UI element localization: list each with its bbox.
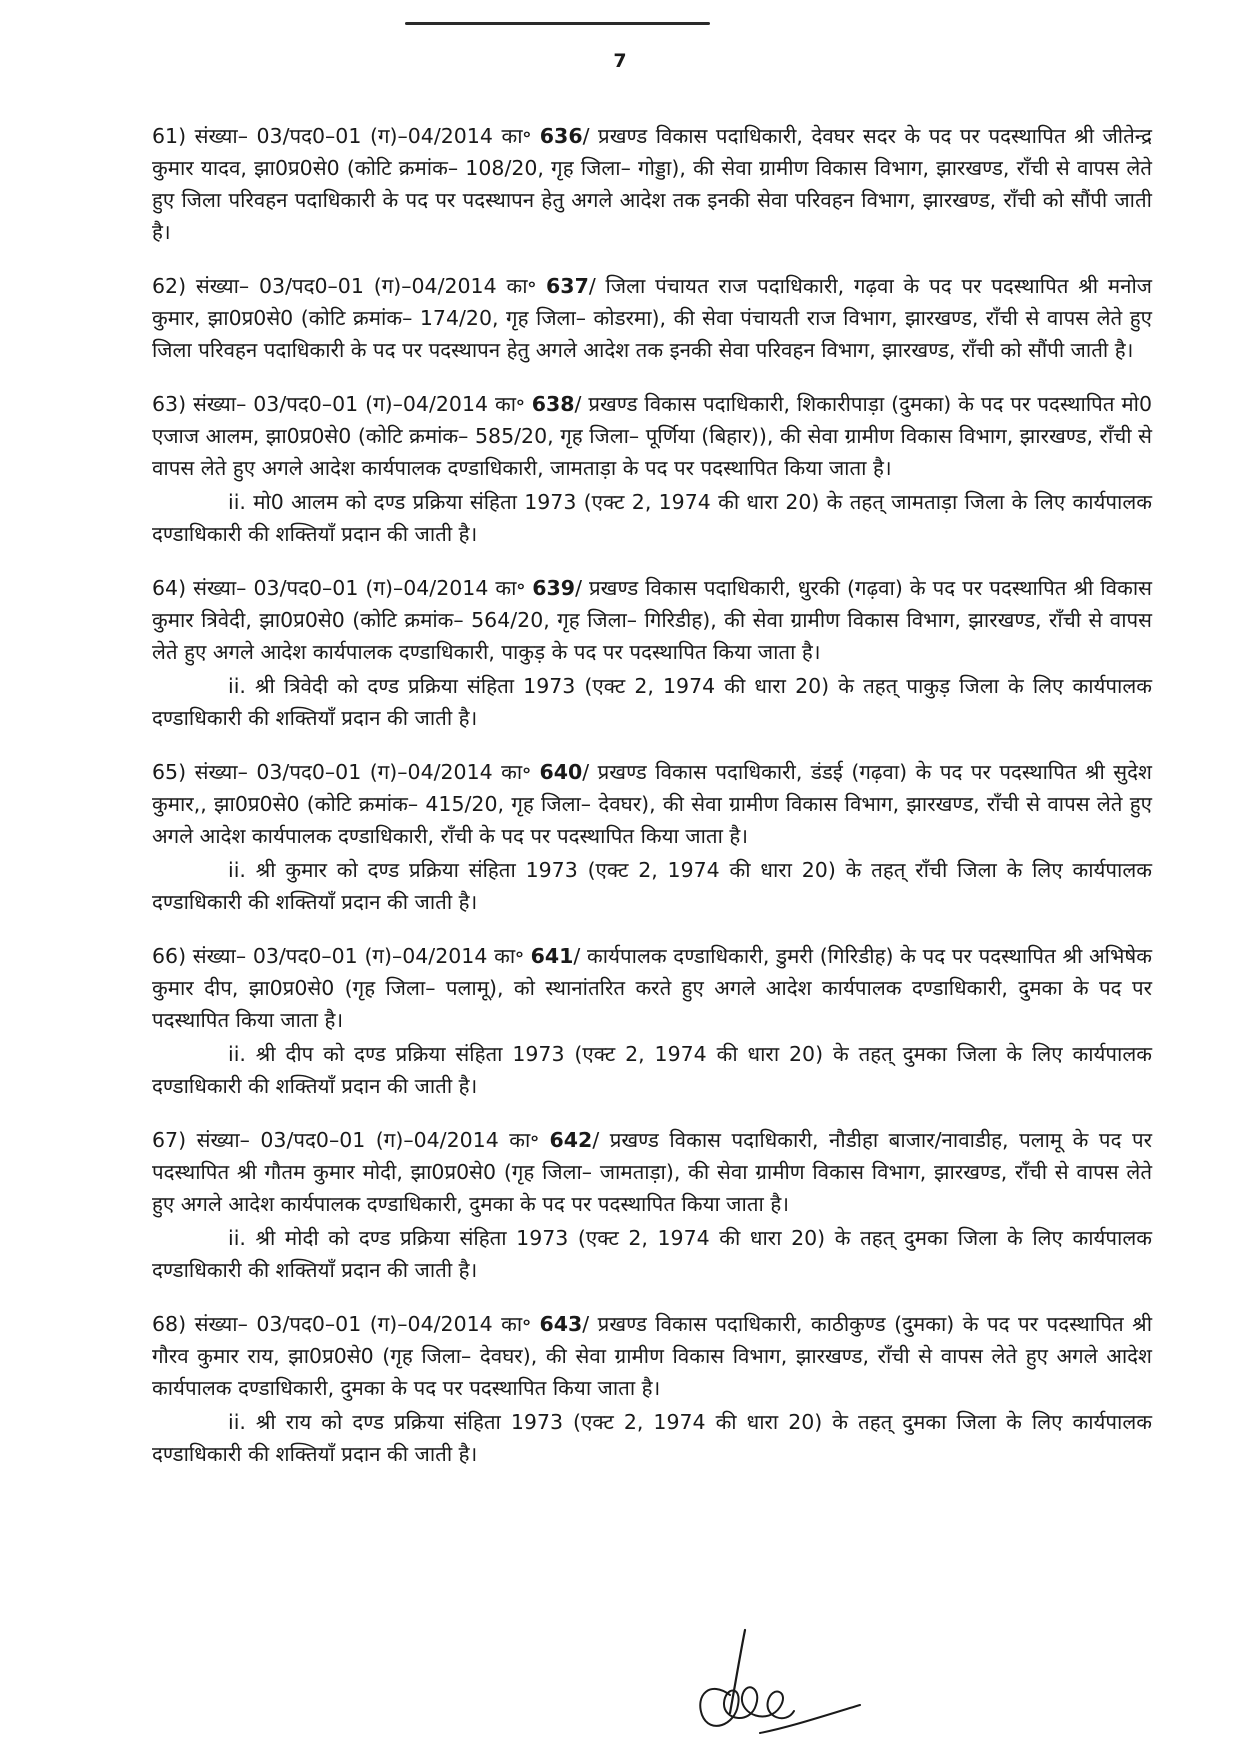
order-entry-text <box>152 940 1152 1036</box>
page-number: 7 <box>613 50 627 72</box>
order-entry-text <box>152 120 1152 248</box>
order-body: / प्रखण्ड विकास पदाधिकारी, डंडई (गढ़वा) के पद पर पदस्थापित श्री सुदेश कुमार,, झा0प्र0से0 (कोटि क्रमांक– 415/20, गृह जिला– देवघर), की सेवा ग्रामीण विकास विभाग, झारखण्ड, राँची से वापस लेते हुए अगले आदेश कार्यपालक दण्डाधिकारी, राँची के पद पर पदस्थापित किया जाता है। <box>152 760 1152 848</box>
order-prefix: 62) संख्या– 03/पद0–01 (ग)–04/2014 का॰ <box>152 274 547 298</box>
order-prefix: 66) संख्या– 03/पद0–01 (ग)–04/2014 का॰ <box>152 944 531 968</box>
order-entry-text <box>152 1308 1152 1404</box>
order-list <box>152 120 1152 1492</box>
order-entry-text <box>152 388 1152 484</box>
order-number: 643 <box>539 1312 583 1336</box>
order-prefix: 61) संख्या– 03/पद0–01 (ग)–04/2014 का॰ <box>152 124 540 148</box>
order-entry-text <box>152 270 1152 366</box>
order-entry-61 <box>152 120 1152 248</box>
top-divider <box>405 22 710 25</box>
order-entry-text <box>152 572 1152 668</box>
order-entry-64 <box>152 572 1152 734</box>
order-subclause: ii. श्री दीप को दण्ड प्रक्रिया संहिता 1973 (एक्ट 2, 1974 की धारा 20) के तहत् दुमका जिला के लिए कार्यपालक दण्डाधिकारी की शक्तियाँ प्रदान की जाती है। <box>152 1042 1152 1098</box>
order-entry-62 <box>152 270 1152 366</box>
order-body: / प्रखण्ड विकास पदाधिकारी, शिकारीपाड़ा (दुमका) के पद पर पदस्थापित मो0 एजाज आलम, झा0प्र0से0 (कोटि क्रमांक– 585/20, गृह जिला– पूर्णिया (बिहार)), की सेवा ग्रामीण विकास विभाग, झारखण्ड, राँची से वापस लेते हुए अगले आदेश कार्यपालक दण्डाधिकारी, जामताड़ा के पद पर पदस्थापित किया जाता है। <box>152 392 1152 480</box>
order-body: / प्रखण्ड विकास पदाधिकारी, काठीकुण्ड (दुमका) के पद पर पदस्थापित श्री गौरव कुमार राय, झा0प्र0से0 (गृह जिला– देवघर), की सेवा ग्रामीण विकास विभाग, झारखण्ड, राँची से वापस लेते हुए अगले आदेश कार्यपालक दण्डाधिकारी, दुमका के पद पर पदस्थापित किया जाता है। <box>152 1312 1153 1400</box>
handwritten-signature <box>690 1625 890 1750</box>
order-number: 641 <box>530 944 574 968</box>
order-prefix: 64) संख्या– 03/पद0–01 (ग)–04/2014 का॰ <box>152 576 533 600</box>
order-subclause: ii. मो0 आलम को दण्ड प्रक्रिया संहिता 1973 (एक्ट 2, 1974 की धारा 20) के तहत् जामताड़ा जिला के लिए कार्यपालक दण्डाधिकारी की शक्तियाँ प्रदान की जाती है। <box>152 490 1152 546</box>
order-prefix: 67) संख्या– 03/पद0–01 (ग)–04/2014 का॰ <box>152 1128 550 1152</box>
order-subclause: ii. श्री मोदी को दण्ड प्रक्रिया संहिता 1973 (एक्ट 2, 1974 की धारा 20) के तहत् दुमका जिला के लिए कार्यपालक दण्डाधिकारी की शक्तियाँ प्रदान की जाती है। <box>152 1226 1152 1282</box>
order-body: / कार्यपालक दण्डाधिकारी, डुमरी (गिरिडीह) के पद पर पदस्थापित श्री अभिषेक कुमार दीप, झा0प्र0से0 (गृह जिला– पलामू), को स्थानांतरित करते हुए अगले आदेश कार्यपालक दण्डाधिकारी, दुमका के पद पर पदस्थापित किया जाता है। <box>152 944 1152 1032</box>
order-subclause: ii. श्री राय को दण्ड प्रक्रिया संहिता 1973 (एक्ट 2, 1974 की धारा 20) के तहत् दुमका जिला के लिए कार्यपालक दण्डाधिकारी की शक्तियाँ प्रदान की जाती है। <box>152 1410 1152 1466</box>
order-subclause: ii. श्री कुमार को दण्ड प्रक्रिया संहिता 1973 (एक्ट 2, 1974 की धारा 20) के तहत् राँची जिला के लिए कार्यपालक दण्डाधिकारी की शक्तियाँ प्रदान की जाती है। <box>152 858 1152 914</box>
order-number: 640 <box>539 760 583 784</box>
order-subclause: ii. श्री त्रिवेदी को दण्ड प्रक्रिया संहिता 1973 (एक्ट 2, 1974 की धारा 20) के तहत् पाकुड़ जिला के लिए कार्यपालक दण्डाधिकारी की शक्तियाँ प्रदान की जाती है। <box>152 674 1152 730</box>
order-prefix: 65) संख्या– 03/पद0–01 (ग)–04/2014 का॰ <box>152 760 540 784</box>
order-prefix: 68) संख्या– 03/पद0–01 (ग)–04/2014 का॰ <box>152 1312 540 1336</box>
order-body: / जिला पंचायत राज पदाधिकारी, गढ़वा के पद पर पदस्थापित श्री मनोज कुमार, झा0प्र0से0 (कोटि क्रमांक– 174/20, गृह जिला– कोडरमा), की सेवा पंचायती राज विभाग, झारखण्ड, राँची से वापस लेते हुए जिला परिवहन पदाधिकारी के पद पर पदस्थापन हेतु अगले आदेश तक इनकी सेवा परिवहन विभाग, झारखण्ड, राँची को सौंपी जाती है। <box>152 274 1153 362</box>
order-entry-text <box>152 756 1152 852</box>
order-body: / प्रखण्ड विकास पदाधिकारी, देवघर सदर के पद पर पदस्थापित श्री जीतेन्द्र कुमार यादव, झा0प्र0से0 (कोटि क्रमांक– 108/20, गृह जिला– गोड्डा), की सेवा ग्रामीण विकास विभाग, झारखण्ड, राँची से वापस लेते हुए जिला परिवहन पदाधिकारी के पद पर पदस्थापन हेतु अगले आदेश तक इनकी सेवा परिवहन विभाग, झारखण्ड, राँची को सौंपी जाती है। <box>152 124 1152 244</box>
order-entry-67 <box>152 1124 1152 1286</box>
order-prefix: 63) संख्या– 03/पद0–01 (ग)–04/2014 का॰ <box>152 392 532 416</box>
order-number: 639 <box>532 576 576 600</box>
order-entry-65 <box>152 756 1152 918</box>
order-number: 642 <box>549 1128 593 1152</box>
order-entry-text <box>152 1124 1152 1220</box>
order-number: 637 <box>546 274 589 298</box>
order-number: 638 <box>531 392 575 416</box>
order-entry-68 <box>152 1308 1152 1470</box>
order-body: / प्रखण्ड विकास पदाधिकारी, धुरकी (गढ़वा) के पद पर पदस्थापित श्री विकास कुमार त्रिवेदी, झा0प्र0से0 (कोटि क्रमांक– 564/20, गृह जिला– गिरिडीह), की सेवा ग्रामीण विकास विभाग, झारखण्ड, राँची से वापस लेते हुए अगले आदेश कार्यपालक दण्डाधिकारी, पाकुड़ के पद पर पदस्थापित किया जाता है। <box>152 576 1152 664</box>
order-entry-66 <box>152 940 1152 1102</box>
order-body: / प्रखण्ड विकास पदाधिकारी, नौडीहा बाजार/नावाडीह, पलामू के पद पर पदस्थापित श्री गौतम कुमार मोदी, झा0प्र0से0 (गृह जिला– जामताड़ा), की सेवा ग्रामीण विकास विभाग, झारखण्ड, राँची से वापस लेते हुए अगले आदेश कार्यपालक दण्डाधिकारी, दुमका के पद पर पदस्थापित किया जाता है। <box>152 1128 1153 1216</box>
order-entry-63 <box>152 388 1152 550</box>
order-number: 636 <box>539 124 583 148</box>
